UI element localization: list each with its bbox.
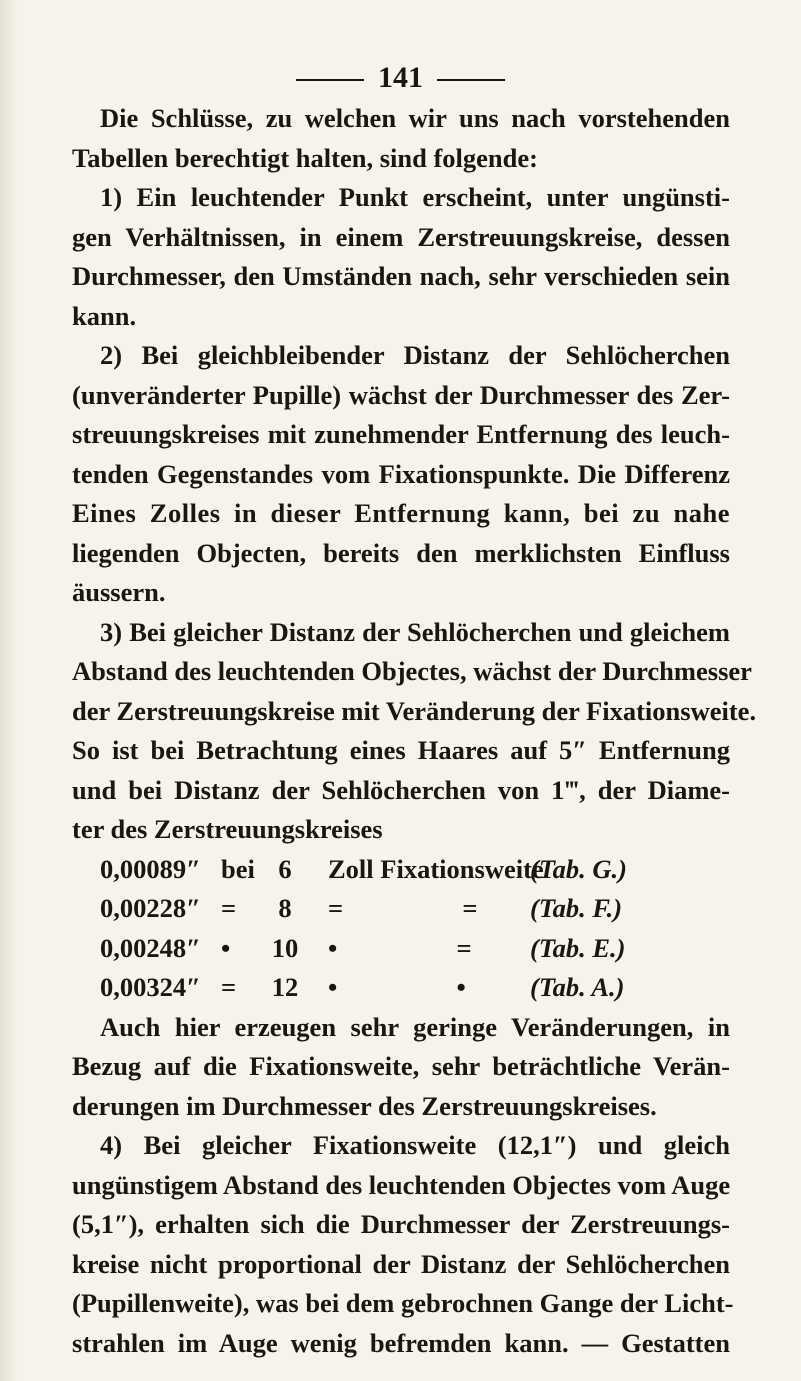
table-cell-unit: • = bbox=[328, 933, 472, 963]
table-cell-number: 12 bbox=[271, 972, 299, 1002]
text-line: 3) Bei gleicher Distanz der Sehlöcherchen und gleichem bbox=[100, 617, 730, 647]
table-cell-reference: (Tab. G.) bbox=[530, 854, 627, 884]
table-cell-unit: • • bbox=[328, 972, 466, 1002]
page-number: 141 bbox=[378, 61, 423, 94]
table-cell-number: 10 bbox=[271, 933, 299, 963]
table-cell-value: 0,00324″ bbox=[100, 972, 201, 1002]
text-line: Auch hier erzeugen sehr geringe Veränderungen, in bbox=[100, 1012, 730, 1042]
page-gutter-shadow bbox=[0, 0, 18, 1381]
table-cell-value: 0,00248″ bbox=[100, 933, 201, 963]
table-cell-prefix: = bbox=[221, 893, 237, 923]
text-line: kreise nicht proportional der Distanz der Sehlöcherchen bbox=[72, 1249, 730, 1279]
table-cell-prefix: • bbox=[221, 933, 231, 963]
table-cell-reference: (Tab. E.) bbox=[530, 933, 626, 963]
header-rule-right bbox=[437, 79, 505, 81]
text-line: gen Verhältnissen, in einem Zerstreuungskreise, dessen bbox=[72, 222, 730, 252]
text-line: 2) Bei gleichbleibender Distanz der Sehlöcherchen bbox=[100, 340, 730, 370]
text-line: Abstand des leuchtenden Objectes, wächst der Durchmesser bbox=[72, 656, 752, 686]
text-line: und bei Distanz der Sehlöcherchen von 1‴, der Diame- bbox=[72, 775, 730, 805]
table-cell-reference: (Tab. F.) bbox=[530, 893, 623, 923]
text-line: (unveränderter Pupille) wächst der Durchmesser des Zer- bbox=[72, 380, 730, 410]
table-cell-number: 8 bbox=[278, 893, 292, 923]
text-line: 4) Bei gleicher Fixationsweite (12,1″) und gleich bbox=[100, 1130, 730, 1160]
text-line: (Pupillenweite), was bei dem gebrochnen Gange der Licht- bbox=[72, 1288, 734, 1318]
text-line: Bezug auf die Fixationsweite, sehr beträchtliche Verän- bbox=[72, 1051, 730, 1081]
text-line: strahlen im Auge wenig befremden kann. — Gestatten bbox=[72, 1328, 730, 1358]
text-line: So ist bei Betrachtung eines Haares auf 5″ Entfernung bbox=[72, 735, 730, 765]
text-line: äussern. bbox=[72, 577, 166, 607]
table-cell-value: 0,00228″ bbox=[100, 893, 201, 923]
text-line: Tabellen berechtigt halten, sind folgende: bbox=[72, 143, 538, 173]
text-line: Die Schlüsse, zu welchen wir uns nach vorstehenden bbox=[100, 103, 730, 133]
text-line: liegenden Objecten, bereits den merklichsten Einfluss bbox=[72, 538, 730, 568]
text-line: 1) Ein leuchtender Punkt erscheint, unter ungünsti- bbox=[100, 182, 730, 212]
table-cell-value: 0,00089″ bbox=[100, 854, 201, 884]
table-cell-number: 6 bbox=[278, 854, 292, 884]
table-cell-unit: = = bbox=[328, 893, 478, 923]
text-line: streuungskreises mit zunehmender Entfernung des leuch- bbox=[72, 419, 730, 449]
table-cell-reference: (Tab. A.) bbox=[530, 972, 625, 1002]
text-line: Eines Zolles in dieser Entfernung kann, bei zu nahe bbox=[72, 498, 730, 528]
table-cell-prefix: bei bbox=[221, 854, 255, 884]
header-rule-left bbox=[296, 79, 364, 81]
text-line: derungen im Durchmesser des Zerstreuungskreises. bbox=[72, 1091, 657, 1121]
text-line: tenden Gegenstandes vom Fixationspunkte. Die Differenz bbox=[72, 459, 730, 489]
text-line: (5,1″), erhalten sich die Durchmesser der Zerstreuungs- bbox=[72, 1209, 730, 1239]
table-cell-prefix: = bbox=[221, 972, 237, 1002]
text-line: ter des Zerstreuungskreises bbox=[72, 814, 383, 844]
page-header bbox=[0, 60, 801, 96]
text-line: der Zerstreuungskreise mit Veränderung der Fixationsweite. bbox=[72, 696, 757, 726]
table-cell-unit: Zoll Fixationsweite bbox=[328, 854, 544, 884]
text-line: kann. bbox=[72, 301, 137, 331]
text-line: ungünstigem Abstand des leuchtenden Objectes vom Auge bbox=[72, 1170, 731, 1200]
text-line: Durchmesser, den Umständen nach, sehr verschieden sein bbox=[72, 261, 730, 291]
